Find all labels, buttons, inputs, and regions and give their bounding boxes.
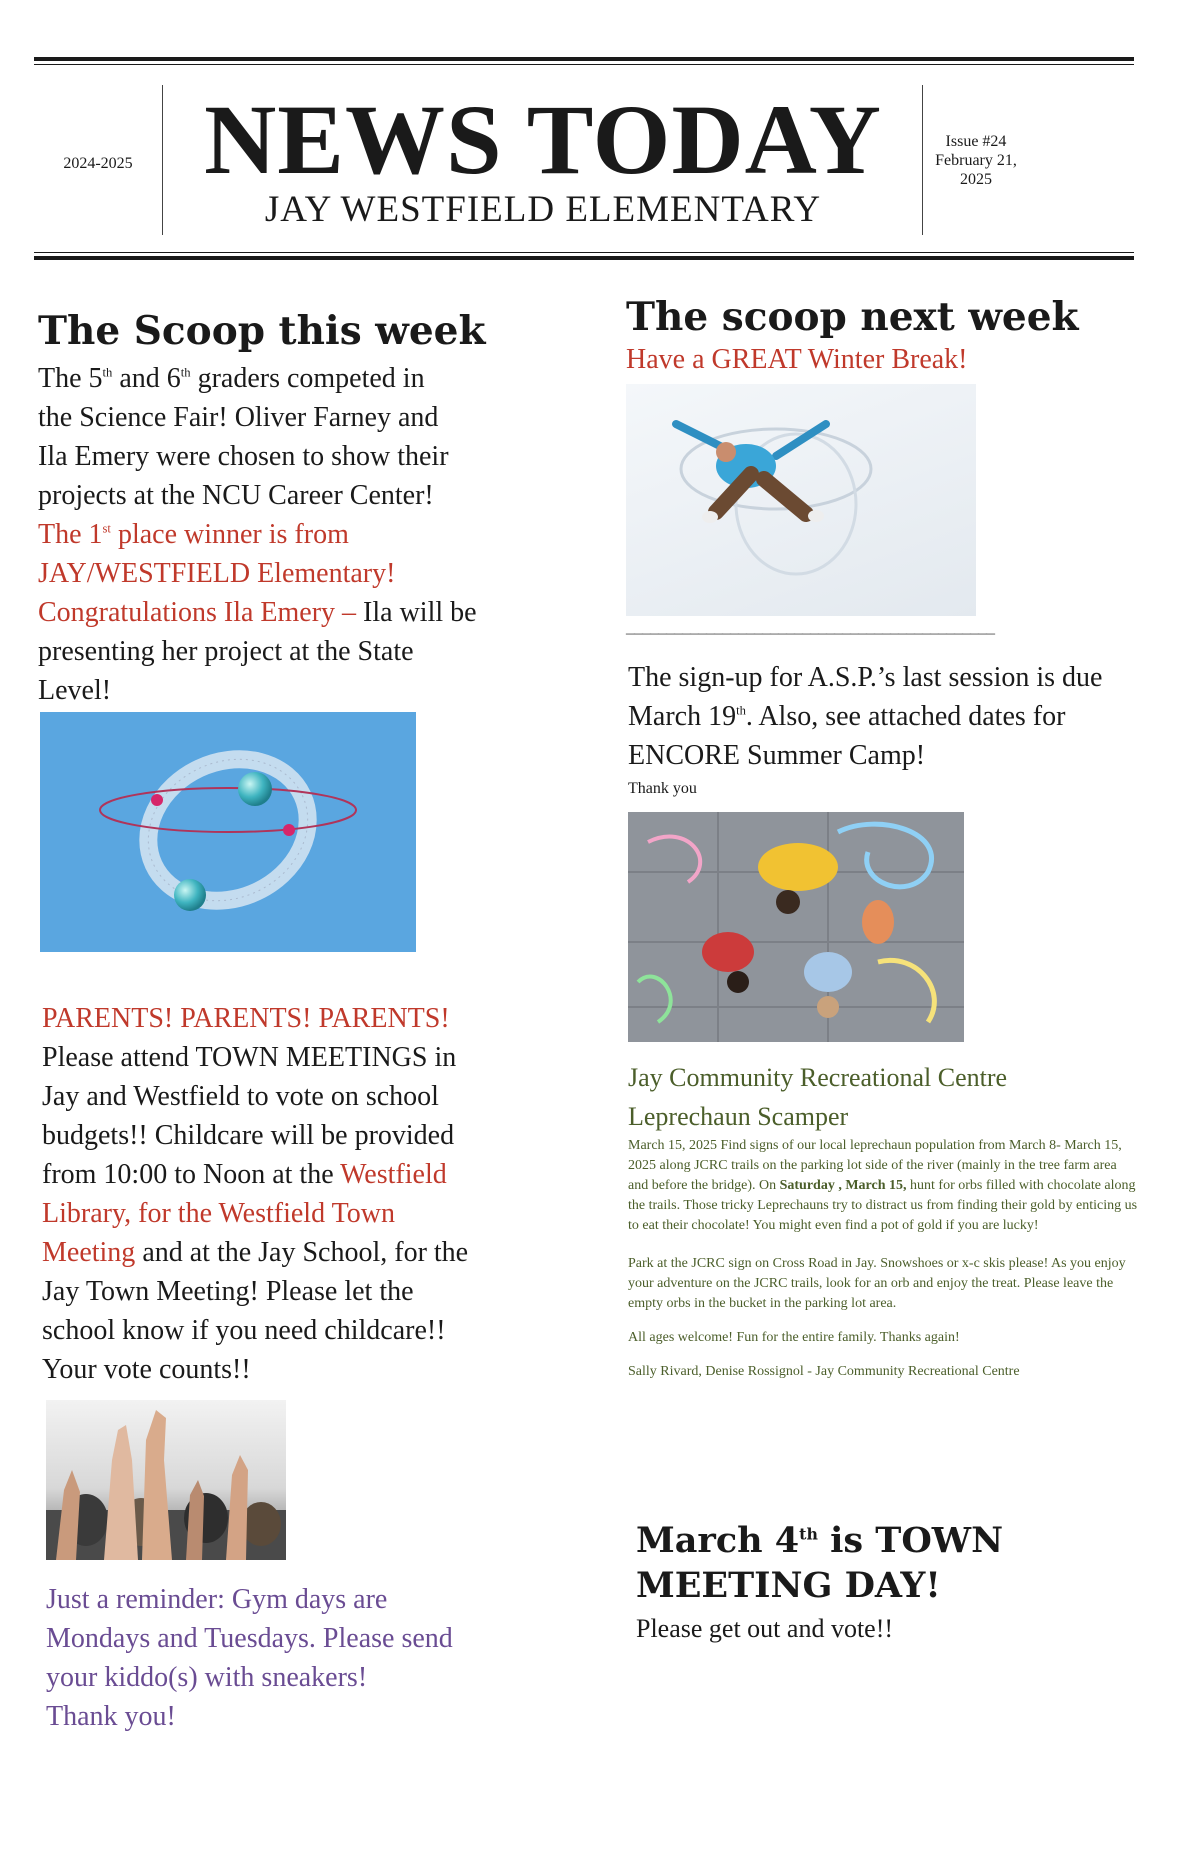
issue-number: Issue #24 bbox=[945, 133, 1007, 150]
asp-signup-article: The sign-up for A.S.P.’s last session is due March 19th. Also, see attached dates for ENCORE Summer Camp! bbox=[628, 662, 1103, 771]
jcrc-heading-line1: Jay Community Recreational Centre bbox=[628, 1063, 1008, 1092]
snow-angel-image bbox=[626, 384, 976, 616]
parents-heading: PARENTS! PARENTS! PARENTS! bbox=[42, 1003, 450, 1034]
school-name: JAY WESTFIELD ELEMENTARY bbox=[264, 189, 822, 230]
scoop-this-week-heading: The Scoop this week bbox=[38, 308, 486, 354]
bottom-rule-thin bbox=[34, 252, 1134, 253]
vote-reminder: Please get out and vote!! bbox=[636, 1614, 894, 1643]
raised-hands-image bbox=[46, 1400, 286, 1560]
asp-thank-you: Thank you bbox=[628, 780, 697, 797]
jcrc-heading bbox=[628, 1058, 1168, 1136]
top-rule-thin bbox=[34, 64, 1134, 65]
issue-date-line2: 2025 bbox=[960, 171, 992, 189]
chalk-drawing-image bbox=[628, 812, 964, 1042]
town-meeting-day-heading: March 4th is TOWN MEETING DAY! bbox=[636, 1520, 1004, 1606]
town-meetings-article: Please attend TOWN MEETINGS in Jay and Westfield to vote on school budgets!! Childcare will be provided from 10:00 to Noon at the Westfield Library, for the Westfield Town Meeting and at the Jay School, for the Jay Town Meeting! Please let the school know if you need childcare!! Your vote counts!! bbox=[42, 1042, 469, 1385]
school-year: 2024-2025 bbox=[63, 155, 133, 172]
top-rule bbox=[34, 57, 1134, 61]
scoop-this-week-article: The 5th and 6th graders competed in the Science Fair! Oliver Farney and Ila Emery were chosen to show their projects at the NCU Career Center! The 1st place winner is from JAY/WESTFIELD Elementary! Congratulations Ila Emery – Ila will be presenting her project at the State Level! bbox=[38, 363, 477, 706]
masthead-divider-right bbox=[922, 85, 923, 235]
newspaper-title: NEWS TODAY bbox=[204, 84, 882, 195]
separator-line: ______________________________________________ bbox=[626, 616, 994, 636]
jcrc-signature: Sally Rivard, Denise Rossignol - Jay Community Recreational Centre bbox=[628, 1364, 1020, 1379]
scoop-next-week-heading: The scoop next week bbox=[626, 294, 1079, 340]
jcrc-paragraph-1: March 15, 2025 Find signs of our local leprechaun population from March 8- March 15, 2025 along JCRC trails on the parking lot side of the river (mainly in the tree farm area and before the bridge). On Saturday , March 15, hunt for orbs filled with chocolate along the trails. Those tricky Leprechauns try to distract us from finding their gold by enticing us to eat their chocolate! You might even find a pot of gold if you are lucky! bbox=[628, 1138, 1138, 1233]
masthead-divider-left bbox=[162, 85, 163, 235]
jcrc-paragraph-3: All ages welcome! Fun for the entire family. Thanks again! bbox=[628, 1330, 960, 1345]
bottom-rule bbox=[34, 256, 1134, 260]
issue-info bbox=[926, 132, 1026, 190]
winter-break-line: Have a GREAT Winter Break! bbox=[626, 344, 968, 375]
jcrc-paragraph-2: Park at the JCRC sign on Cross Road in Jay. Snowshoes or x-c skis please! As you enjoy your adventure on the JCRC trails, look for an orb and enjoy the treat. Please leave the empty orbs in the bucket in the parking lot area. bbox=[628, 1256, 1126, 1311]
jcrc-heading-line2: Leprechaun Scamper bbox=[628, 1102, 849, 1131]
issue-date-line1: February 21, bbox=[935, 152, 1017, 170]
jcrc-article bbox=[628, 1136, 1140, 1382]
science-fair-image bbox=[40, 712, 416, 952]
gym-days-reminder: Just a reminder: Gym days are Mondays and Tuesdays. Please send your kiddo(s) with sneakers! Thank you! bbox=[46, 1584, 453, 1732]
